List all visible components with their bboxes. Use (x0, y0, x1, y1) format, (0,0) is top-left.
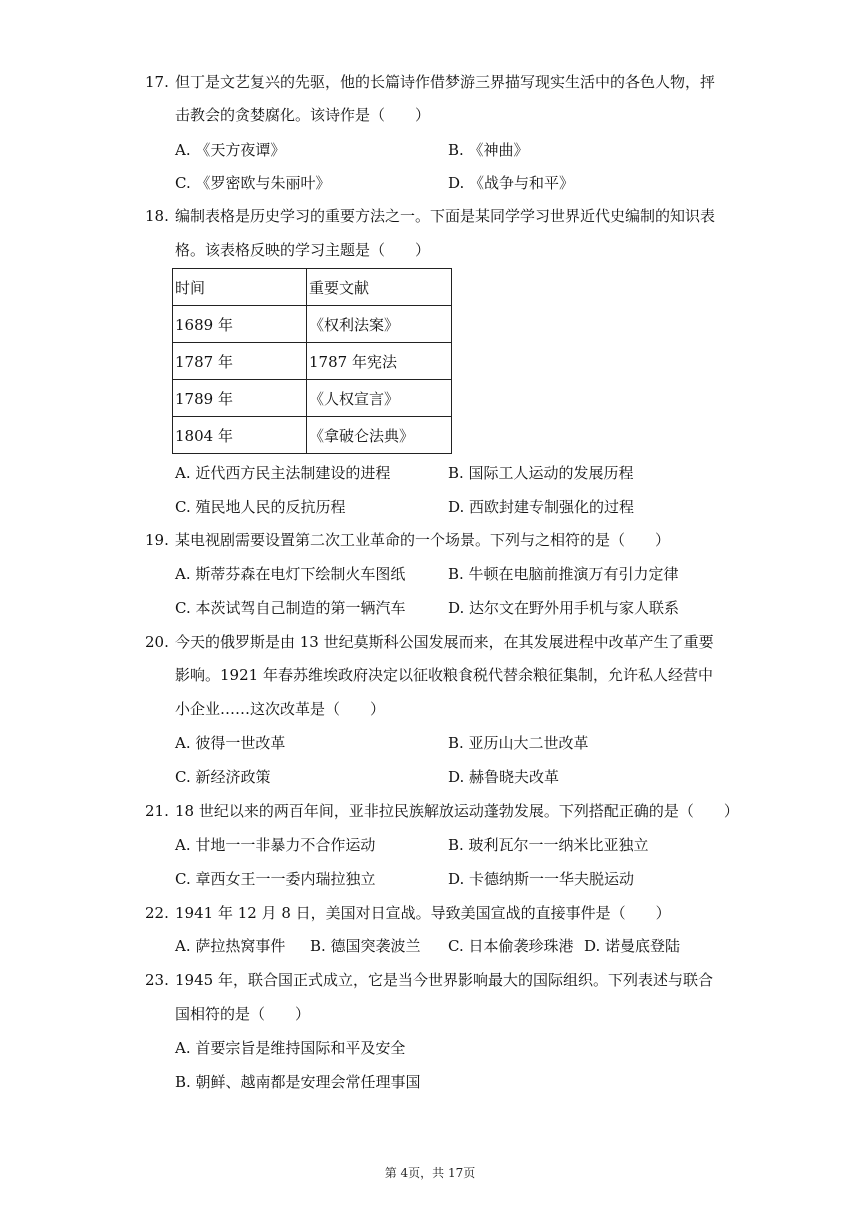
option-a: A. 彼得一世改革 (175, 734, 286, 752)
question-stem: 1941 年 12 月 8 日，美国对日宣战。导致美国宣战的直接事件是（ ） (175, 904, 671, 922)
table-header-cell: 重要文献 (307, 269, 452, 306)
option-b: B. 亚历山大二世改革 (448, 734, 589, 752)
table-row (173, 306, 452, 343)
question-number: 21. (145, 802, 169, 820)
option-b: B. 朝鲜、越南都是安理会常任理事国 (175, 1073, 421, 1091)
question-stem: 编制表格是历史学习的重要方法之一。下面是某同学学习世界近代史编制的知识表 (175, 207, 716, 225)
question-number: 17. (145, 73, 169, 91)
option-d: D. 卡德纳斯一一华夫脱运动 (448, 870, 635, 888)
option-d: D. 达尔文在野外用手机与家人联系 (448, 599, 680, 617)
question-stem: 某电视剧需要设置第二次工业革命的一个场景。下列与之相符的是（ ） (175, 531, 671, 549)
table-row (173, 343, 452, 380)
question-stem: 今天的俄罗斯是由 13 世纪莫斯科公国发展而来，在其发展进程中改革产生了重要 (175, 633, 714, 651)
table-row (173, 269, 452, 306)
option-c: C. 新经济政策 (175, 768, 271, 786)
table-cell: 1787 年宪法 (307, 343, 452, 380)
option-d: D. 《战争与和平》 (448, 174, 575, 192)
table-cell: 《拿破仑法典》 (307, 417, 452, 454)
option-d: D. 赫鲁晓夫改革 (448, 768, 560, 786)
table-cell: 1789 年 (173, 380, 307, 417)
option-b: B. 德国突袭波兰 (310, 937, 421, 955)
question-stem: 影响。1921 年春苏维埃政府决定以征收粮食税代替余粮征集制，允许私人经营中 (175, 666, 713, 684)
question-stem: 国相符的是（ ） (175, 1005, 311, 1023)
knowledge-table (172, 268, 452, 454)
question-number: 20. (145, 633, 169, 651)
option-c: C. 《罗密欧与朱丽叶》 (175, 174, 331, 192)
table-cell: 1787 年 (173, 343, 307, 380)
question-number: 23. (145, 971, 169, 989)
question-number: 22. (145, 904, 169, 922)
option-b: B. 玻利瓦尔一一纳米比亚独立 (448, 836, 649, 854)
option-d: D. 诺曼底登陆 (584, 937, 681, 955)
table-cell: 1804 年 (173, 417, 307, 454)
question-number: 18. (145, 207, 169, 225)
table-row (173, 380, 452, 417)
option-b: B. 牛顿在电脑前推演万有引力定律 (448, 565, 679, 583)
page-footer: 第 4页，共 17页 (384, 1166, 476, 1180)
option-a: A. 《天方夜谭》 (175, 141, 286, 159)
question-stem: 击教会的贪婪腐化。该诗作是（ ） (175, 106, 431, 124)
table-row (173, 417, 452, 454)
option-a: A. 甘地一一非暴力不合作运动 (175, 836, 376, 854)
option-a: A. 首要宗旨是维持国际和平及安全 (175, 1039, 406, 1057)
question-number: 19. (145, 531, 169, 549)
question-stem: 但丁是文艺复兴的先驱，他的长篇诗作借梦游三界描写现实生活中的各色人物，抨 (175, 73, 716, 91)
option-a: A. 萨拉热窝事件 (175, 937, 286, 955)
question-stem: 18 世纪以来的两百年间，亚非拉民族解放运动蓬勃发展。下列搭配正确的是（ ） (175, 802, 739, 820)
option-a: A. 近代西方民主法制建设的进程 (175, 464, 391, 482)
option-b: B. 《神曲》 (448, 141, 529, 159)
option-c: C. 殖民地人民的反抗历程 (175, 498, 346, 516)
table-header-cell: 时间 (173, 269, 307, 306)
question-stem: 小企业……这次改革是（ ） (175, 700, 386, 718)
question-stem: 格。该表格反映的学习主题是（ ） (175, 241, 431, 259)
option-c: C. 日本偷袭珍珠港 (448, 937, 574, 955)
option-d: D. 西欧封建专制强化的过程 (448, 498, 635, 516)
option-a: A. 斯蒂芬森在电灯下绘制火车图纸 (175, 565, 406, 583)
option-b: B. 国际工人运动的发展历程 (448, 464, 634, 482)
table-cell: 《权利法案》 (307, 306, 452, 343)
option-c: C. 本茨试驾自己制造的第一辆汽车 (175, 599, 406, 617)
table-cell: 《人权宣言》 (307, 380, 452, 417)
table-cell: 1689 年 (173, 306, 307, 343)
question-stem: 1945 年，联合国正式成立，它是当今世界影响最大的国际组织。下列表述与联合 (175, 971, 713, 989)
option-c: C. 章西女王一一委内瑞拉独立 (175, 870, 376, 888)
